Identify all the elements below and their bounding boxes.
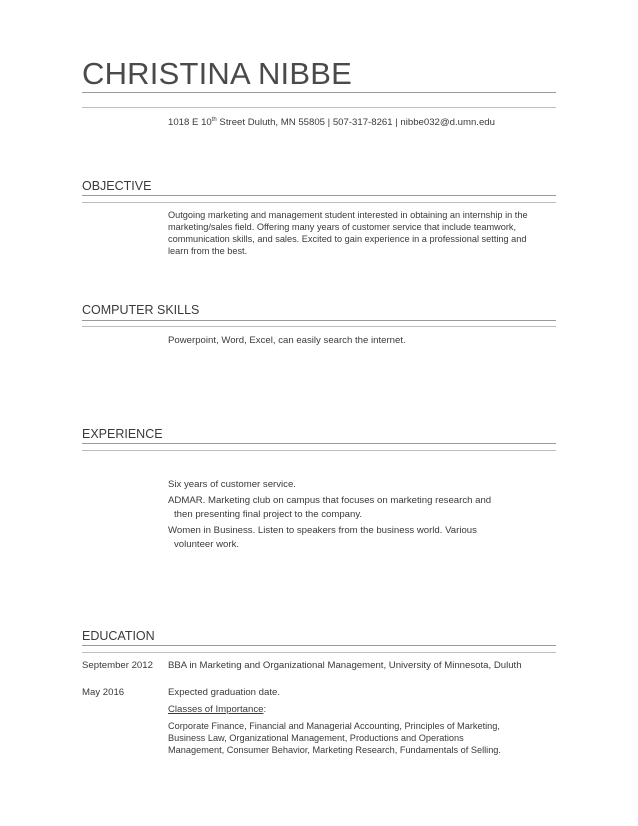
experience-item: Women in Business. Listen to speakers from the business world. Various volunteer work. [168, 525, 477, 550]
classes-line: Business Law, Organizational Management, Productions and Operations [168, 733, 464, 743]
classes-label-text: Classes of Importance [168, 704, 264, 715]
computer-skills-heading: COMPUTER SKILLS [82, 303, 200, 317]
classes-line: Management, Consumer Behavior, Marketing Research, Fundamentals of Selling. [168, 745, 501, 755]
objective-line: learn from the best. [168, 246, 248, 256]
objective-line: marketing/sales field. Offering many years of customer service that include teamwork, [168, 222, 517, 232]
education-degree: BBA in Marketing and Organizational Management, University of Minnesota, Duluth [168, 660, 522, 671]
objective-line: communication skills, and sales. Excited to gain experience in a professional setting and [168, 234, 527, 244]
address-ordinal: th [211, 117, 217, 123]
objective-text [168, 209, 548, 257]
education-heading: EDUCATION [82, 629, 155, 643]
classes-label [168, 704, 266, 715]
computer-skills-text: Powerpoint, Word, Excel, can easily search the internet. [168, 335, 406, 346]
contact-line [168, 117, 495, 128]
name-divider-bottom [82, 107, 556, 108]
objective-line: Outgoing marketing and management student interested in obtaining an internship in the [168, 210, 528, 220]
address-street-number: 1018 E 10 [168, 117, 212, 129]
classes-line: Corporate Finance, Financial and Managerial Accounting, Principles of Marketing, [168, 721, 500, 731]
education-graduation: Expected graduation date. [168, 687, 281, 698]
experience-divider-top [82, 443, 556, 444]
objective-divider-bottom [82, 202, 556, 203]
objective-heading: OBJECTIVE [82, 179, 152, 193]
experience-item: ADMAR. Marketing club on campus that focuses on marketing research and then presenting final project to the company. [168, 495, 492, 520]
name-divider-top [82, 92, 556, 93]
experience-divider-bottom [82, 450, 556, 451]
skills-divider-top [82, 320, 556, 321]
resume-name: CHRISTINA NIBBE [82, 56, 352, 91]
address-rest: Street Duluth, MN 55805 | 507-317-8261 | nibbe032@d.umn.edu [216, 117, 495, 129]
experience-item: Six years of customer service. [168, 479, 296, 490]
education-date: May 2016 [82, 687, 125, 698]
skills-divider-bottom [82, 326, 556, 327]
experience-heading: EXPERIENCE [82, 427, 163, 441]
classes-label-colon: : [263, 704, 267, 715]
education-divider-bottom [82, 652, 556, 653]
classes-list [168, 720, 548, 756]
objective-divider-top [82, 195, 556, 196]
education-divider-top [82, 645, 556, 646]
education-date: September 2012 [82, 660, 153, 671]
